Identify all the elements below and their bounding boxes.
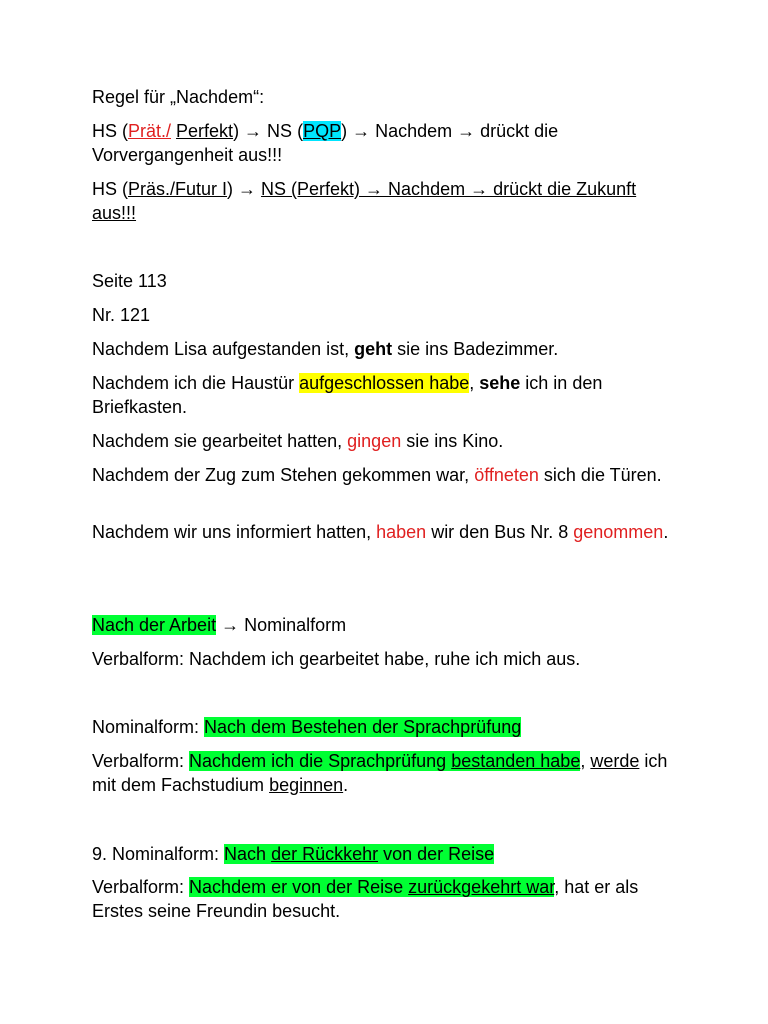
v2-highlight-underlined: bestanden habe [451, 751, 581, 771]
v2-a: Verbalform: [92, 751, 190, 771]
n2-a: Nominalform: [92, 717, 205, 737]
rule1-arrow-ns: ) → NS ( [233, 121, 304, 141]
v2-beginnen: beginnen [269, 775, 344, 795]
s5-c: wir den Bus Nr. 8 [426, 522, 574, 542]
s4-verb: öffneten [474, 465, 539, 485]
v2-d: , [580, 751, 586, 771]
s3-a: Nachdem sie gearbeitet hatten, [92, 431, 348, 451]
v3-highlight-underlined: zurückgekehrt war [408, 877, 555, 897]
nominal-2 [92, 715, 682, 739]
sentence-3 [92, 429, 682, 453]
s1-c: sie ins Badezimmer. [392, 339, 559, 359]
s2-e: ich in den Briefkasten. [92, 373, 603, 417]
s5-verb-1: haben [376, 522, 427, 542]
nominal-1 [92, 613, 682, 637]
s2-c: , [469, 373, 480, 393]
n1-b: → Nominalform [216, 615, 347, 635]
exercise-number: Nr. 121 [92, 305, 151, 325]
sentence-5 [92, 520, 682, 544]
v2-i: . [343, 775, 349, 795]
v2-g: ich mit dem Fachstudium [92, 751, 668, 795]
s2-a: Nachdem ich die Haustür [92, 373, 300, 393]
v3-d: , hat er als Erstes seine Freundin besucht. [92, 877, 639, 921]
rule-line-1 [92, 119, 682, 167]
v2-werde: werde [590, 751, 640, 771]
rule-line-2 [92, 177, 682, 225]
v3-a: Verbalform: [92, 877, 190, 897]
verbal-1: Verbalform: Nachdem ich gearbeitet habe, ruhe ich mich aus. [92, 649, 581, 669]
s2-verb: sehe [479, 373, 521, 393]
sentence-2 [92, 371, 682, 419]
s5-e: . [663, 522, 669, 542]
sentence-1 [92, 337, 682, 361]
s1-a: Nachdem Lisa aufgestanden ist, [92, 339, 355, 359]
s5-verb-2: genommen [573, 522, 664, 542]
verbal-3 [92, 875, 682, 923]
sentence-4 [92, 463, 682, 487]
n3-a: 9. Nominalform: [92, 844, 225, 864]
rule1-praet: Prät./ [128, 121, 172, 141]
rule1-hs: HS ( [92, 121, 128, 141]
v3-highlight: Nachdem er von der Reise [189, 877, 409, 897]
n3-reise: von der Reise [378, 844, 495, 864]
n2-highlight: Nach dem Bestehen der Sprachprüfung [204, 717, 522, 737]
s3-c: sie ins Kino. [401, 431, 504, 451]
rule2-underlined: NS (Perfekt) → Nachdem → drückt die Zukunft aus!!! [92, 179, 637, 223]
nominal-3 [92, 842, 682, 866]
rule1-rest: ) → Nachdem → drückt die Vorvergangenheit aus!!! [92, 121, 559, 165]
rule-title: Regel für „Nachdem“: [92, 87, 265, 107]
rule1-perfekt: Perfekt [176, 121, 234, 141]
s3-verb: gingen [347, 431, 402, 451]
rule1-pqp: PQP [303, 121, 342, 141]
rule2-hs: HS ( [92, 179, 128, 199]
n1-highlight: Nach der Arbeit [92, 615, 217, 635]
rule2-arrow: ) → [227, 179, 262, 199]
page-reference: Seite 113 [92, 271, 167, 291]
s2-highlight: aufgeschlossen habe [299, 373, 470, 393]
s4-c: sich die Türen. [538, 465, 662, 485]
n3-rueckkehr: der Rückkehr [271, 844, 379, 864]
rule2-praes-futur: Präs./Futur I [128, 179, 228, 199]
s1-verb: geht [354, 339, 393, 359]
v2-highlight: Nachdem ich die Sprachprüfung [189, 751, 452, 771]
n3-nach: Nach [224, 844, 272, 864]
verbal-2 [92, 749, 682, 797]
s5-a: Nachdem wir uns informiert hatten, [92, 522, 377, 542]
s4-a: Nachdem der Zug zum Stehen gekommen war, [92, 465, 475, 485]
